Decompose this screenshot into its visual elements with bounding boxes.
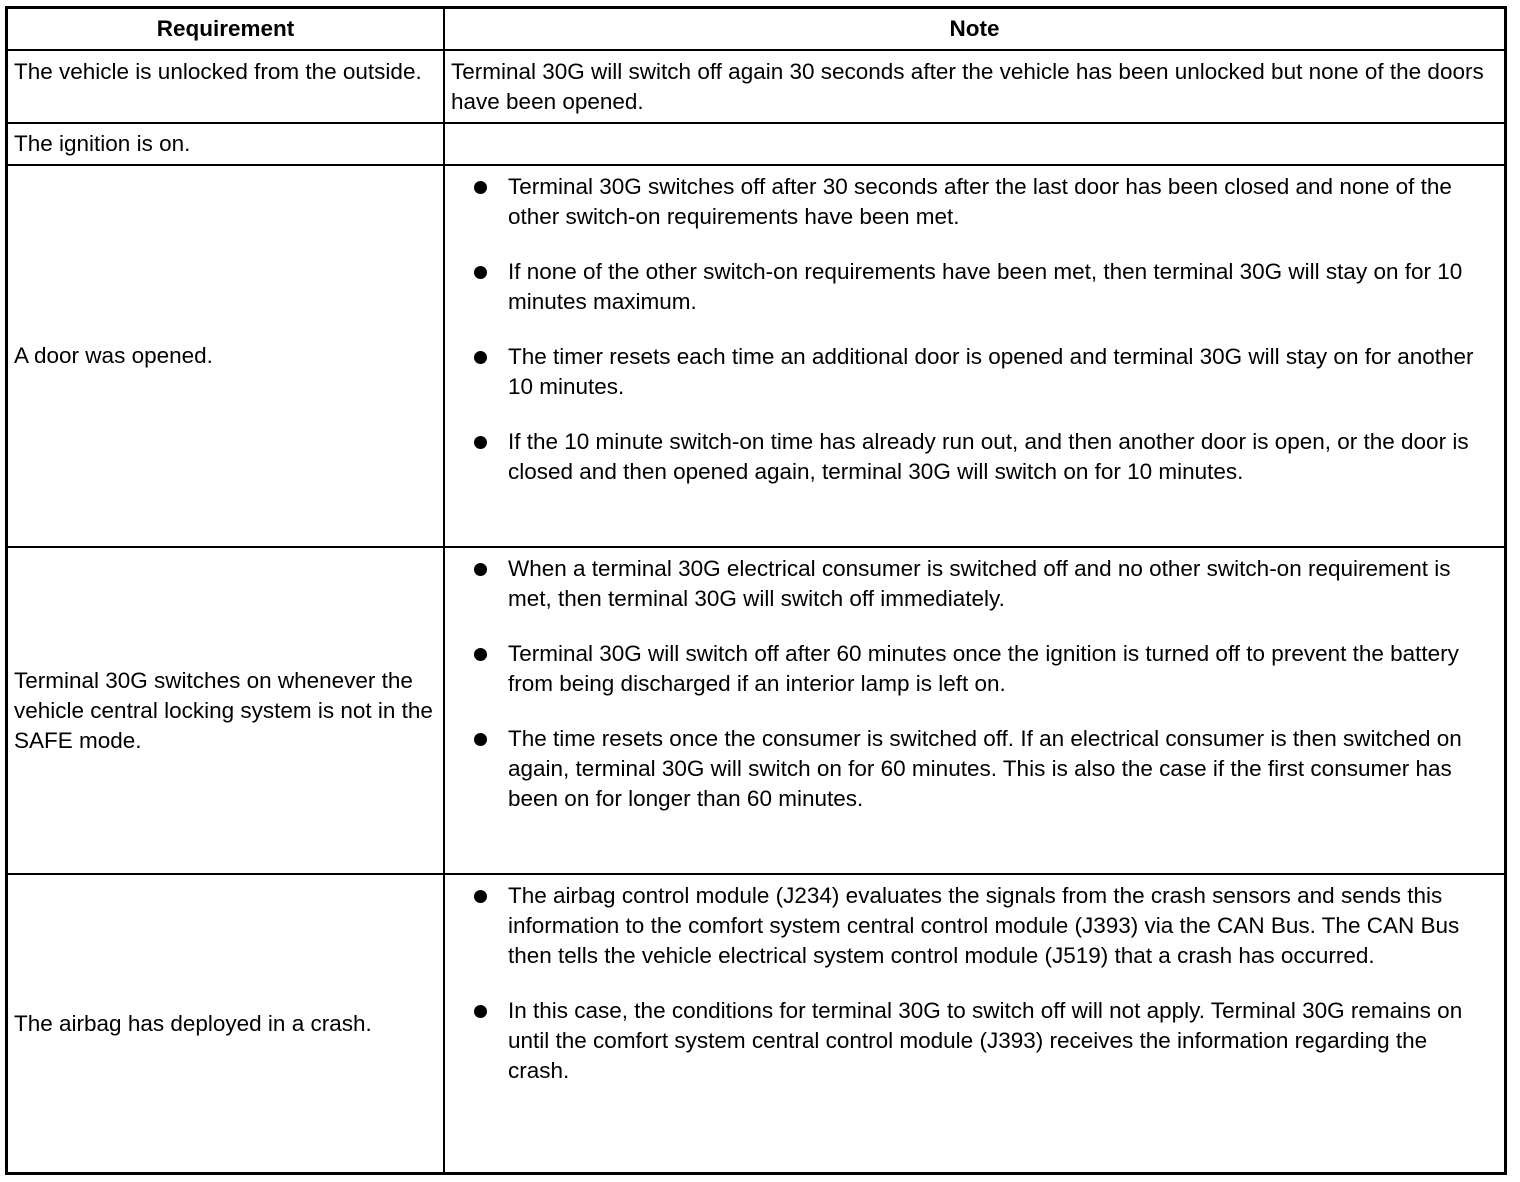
- table-row: [8, 166, 1504, 548]
- bullet-icon: [474, 351, 487, 364]
- requirement-cell: The ignition is on.: [8, 124, 445, 164]
- list-item: [451, 257, 1488, 317]
- bullet-icon: [474, 563, 487, 576]
- note-cell: [445, 166, 1504, 546]
- list-item: [451, 342, 1488, 402]
- bullet-icon: [474, 1005, 487, 1018]
- note-cell: [445, 875, 1504, 1172]
- list-item: [451, 881, 1488, 971]
- requirement-cell: The airbag has deployed in a crash.: [8, 875, 445, 1172]
- bullet-text: In this case, the conditions for terminal 30G to switch off will not apply. Terminal 30G remains on until the comfort system central control module (J393) receives the information regarding the crash.: [508, 998, 1463, 1083]
- requirement-cell: The vehicle is unlocked from the outside.: [8, 51, 445, 122]
- note-bullet-list: [451, 875, 1498, 1086]
- bullet-icon: [474, 436, 487, 449]
- list-item: [451, 996, 1488, 1086]
- note-bullet-list: [451, 548, 1498, 814]
- bullet-text: If the 10 minute switch-on time has already run out, and then another door is open, or the door is closed and then opened again, terminal 30G will switch on for 10 minutes.: [508, 429, 1469, 484]
- requirement-cell: A door was opened.: [8, 166, 445, 546]
- bullet-text: When a terminal 30G electrical consumer is switched off and no other switch-on requirement is met, then terminal 30G will switch off immediately.: [508, 556, 1451, 611]
- list-item: [451, 554, 1488, 614]
- bullet-text: If none of the other switch-on requirements have been met, then terminal 30G will stay on for 10 minutes maximum.: [508, 259, 1463, 314]
- bullet-icon: [474, 648, 487, 661]
- bullet-text: Terminal 30G switches off after 30 seconds after the last door has been closed and none of the other switch-on requirements have been met.: [508, 174, 1452, 229]
- requirement-cell: Terminal 30G switches on whenever the vehicle central locking system is not in the SAFE mode.: [8, 548, 445, 873]
- table-row: [8, 124, 1504, 166]
- bullet-text: The timer resets each time an additional door is opened and terminal 30G will stay on for another 10 minutes.: [508, 344, 1474, 399]
- bullet-icon: [474, 266, 487, 279]
- requirements-table: [5, 6, 1507, 1175]
- table-row: [8, 51, 1504, 124]
- bullet-icon: [474, 890, 487, 903]
- table-row: [8, 548, 1504, 875]
- note-cell: Terminal 30G will switch off again 30 seconds after the vehicle has been unlocked but none of the doors have been opened.: [451, 59, 1484, 114]
- note-cell: [445, 124, 1504, 164]
- bullet-text: Terminal 30G will switch off after 60 minutes once the ignition is turned off to prevent the battery from being discharged if an interior lamp is left on.: [508, 641, 1459, 696]
- note-bullet-list: [451, 166, 1498, 487]
- header-requirement: Requirement: [8, 9, 445, 49]
- bullet-text: The time resets once the consumer is switched off. If an electrical consumer is then switched on again, terminal 30G will switch on for 60 minutes. This is also the case if the first consumer has been on for longer than 60 minutes.: [508, 726, 1462, 811]
- bullet-icon: [474, 733, 487, 746]
- bullet-icon: [474, 181, 487, 194]
- bullet-text: The airbag control module (J234) evaluates the signals from the crash sensors and sends this information to the comfort system central control module (J393) via the CAN Bus. The CAN Bus then tells the vehicle electrical system control module (J519) that a crash has occurred.: [508, 883, 1460, 968]
- list-item: [451, 724, 1488, 814]
- list-item: [451, 639, 1488, 699]
- note-cell: [445, 548, 1504, 873]
- header-note: Note: [949, 16, 1000, 41]
- table-header-row: [8, 9, 1504, 51]
- list-item: [451, 427, 1488, 487]
- list-item: [451, 172, 1488, 232]
- table-row: [8, 875, 1504, 1172]
